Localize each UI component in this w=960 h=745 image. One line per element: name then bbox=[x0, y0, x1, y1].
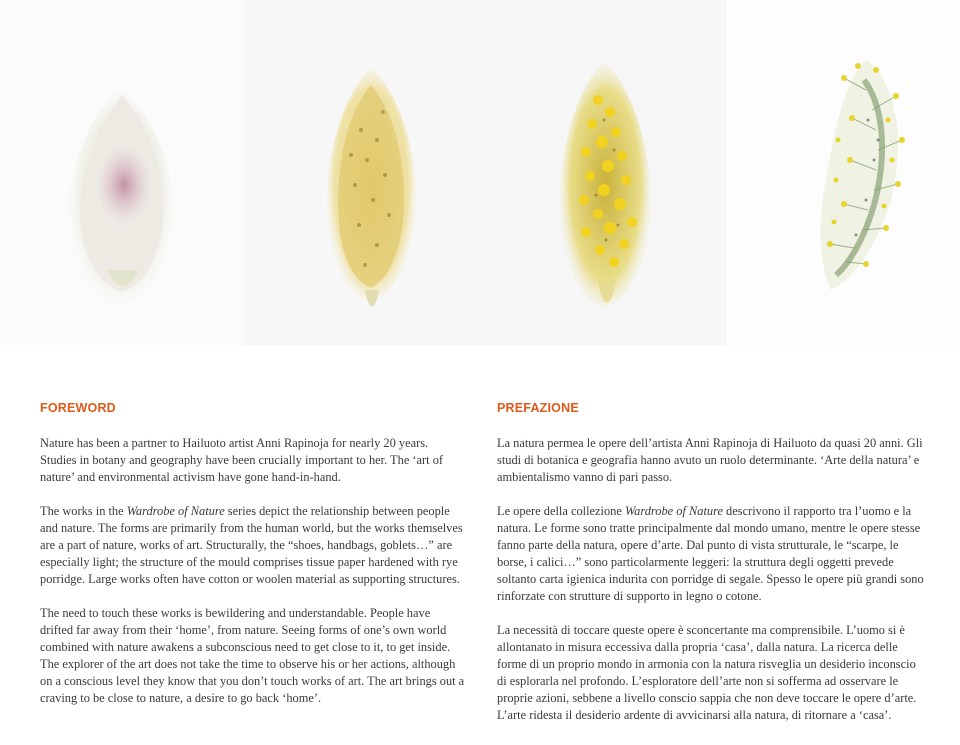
white-catkin-illustration bbox=[0, 0, 243, 345]
prefazione-p2-after: descrivono il rapporto tra l’uomo e la natura. Le forme sono tratte principalmente dal mondo umano, mentre le opere stesse fanno parte della natura, opere d’arte. Dal punto di vista strutturale, le “scarpe, le borse, i calici…” sono particolarmente leggeri: la struttura degli oggetti prevede soltanto carta igienica indurita con porridge di segale. Spesso le opere più grandi sono rinforzate con strutture di supporto in legno o cotone. bbox=[497, 504, 924, 603]
foreword-series-title: Wardrobe of Nature bbox=[126, 504, 225, 518]
foreword-p2-before: The works in the bbox=[40, 504, 127, 518]
foreword-paragraph-2 bbox=[40, 503, 465, 588]
foreword-paragraph-3: The need to touch these works is bewildering and understandable. People have drifted far away from their ‘home’, from nature. Seeing forms of one’s own world combined with nature awakens a subconscious need to get close to it, to get inside. The explorer of the art does not take the time to observe his or her actions, although on a conscious level they know that you don’t touch works of art. The art brings out a craving to be close to nature, a desire to go back ‘home’. bbox=[40, 606, 465, 705]
fuzzy-yellow-catkin-illustration bbox=[243, 0, 486, 345]
prefazione-series-title: Wardrobe of Nature bbox=[624, 504, 723, 518]
catkin-photo-green-stamen bbox=[726, 0, 960, 345]
foreword-paragraph-1: Nature has been a partner to Hailuoto artist Anni Rapinoja for nearly 20 years. Studies in botany and geography have been crucially important to her. The ‘art of nature’ and environmental activism have gone hand-in-hand. bbox=[40, 436, 444, 484]
foreword-heading: FOREWORD bbox=[40, 401, 116, 415]
prefazione-column bbox=[497, 400, 927, 741]
catkin-photo-fuzzy-yellow bbox=[243, 0, 486, 345]
green-stamen-catkin-illustration bbox=[726, 0, 960, 345]
yellow-flowering-catkin-illustration bbox=[486, 0, 726, 345]
photo-strip bbox=[0, 0, 960, 345]
foreword-column bbox=[40, 400, 465, 724]
foreword-p2-after: series depict the relationship between people and nature. The forms are primarily from the human world, but the works themselves are a part of nature, works of art. Structurally, the “shoes, handbags, goblets…” are especially light; the structure of the mould comprises tissue paper hardened with rye porridge. Large works often have cotton or woolen material as supporting structures. bbox=[40, 504, 463, 586]
catkin-photo-white bbox=[0, 0, 243, 345]
prefazione-paragraph-2 bbox=[497, 503, 927, 605]
prefazione-heading: PREFAZIONE bbox=[497, 401, 579, 415]
prefazione-paragraph-3: La necessità di toccare queste opere è sconcertante ma comprensibile. L’uomo si è allontanato in misura eccessiva dalla propria ‘casa’, dalla natura. La ricerca delle forme di un proprio mondo in armonia con la natura risveglia un desiderio inconscio di esplorarla nel profondo. L’esploratore dell’arte non si sofferma ad osservare le proprie azioni, sebbene a livello conscio sappia che non deve toccare le opere d’arte. L’arte ridesta il desiderio ardente di avvicinarsi alla natura, di ritornare a ‘casa’. bbox=[497, 623, 917, 722]
catkin-photo-yellow-flowering bbox=[486, 0, 726, 345]
prefazione-paragraph-1: La natura permea le opere dell’artista Anni Rapinoja di Hailuoto da quasi 20 anni. Gli studi di botanica e geografia hanno avuto un ruolo determinante. ‘Arte della natura’ e ambientalismo vanno di pari passo. bbox=[497, 436, 923, 484]
prefazione-p2-before: Le opere della collezione bbox=[497, 504, 625, 518]
